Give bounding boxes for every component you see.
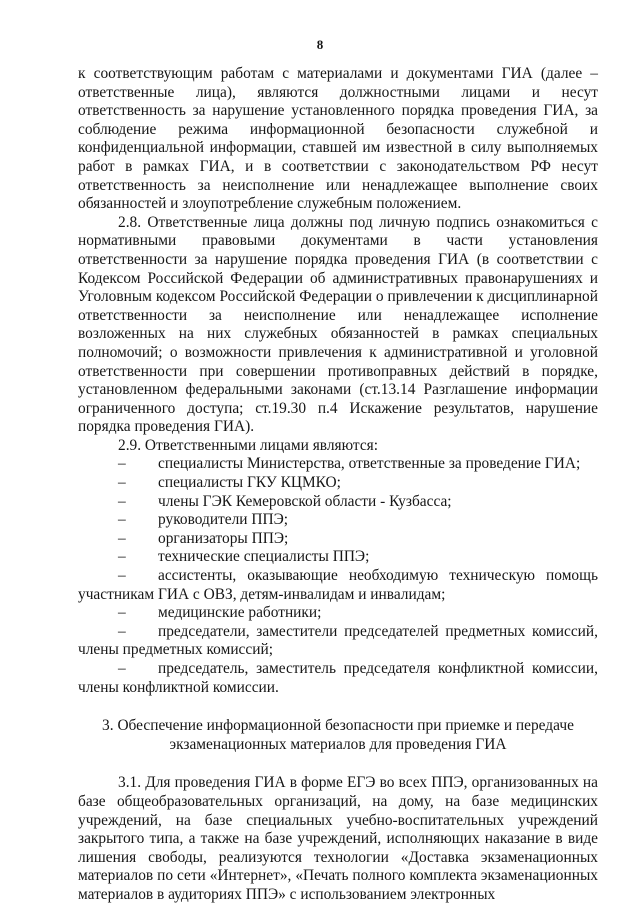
section-heading-line-2: экзаменационных материалов для проведения ГИА [169,735,507,753]
list-item: – медицинские работники; [78,604,598,623]
list-dash: – [118,660,126,677]
list-dash: – [118,548,126,566]
paragraph-continuation: к соответствующим работам с материалами и документами ГИА (далее – ответственные лица), являются должностными лицами и несут ответственность за нарушение установленного порядка проведения ГИА, за соблюдение режима информационной безопасности служебной и конфиденциальной информации, ставшей им известной в силу выполняемых работ в рамках ГИА, и в соответствии с законодательством РФ несут ответственность за неисполнение или ненадлежащее выполнение своих обязанностей и злоупотребление служебным положением. [78,65,598,213]
document-body [78,65,598,905]
list-item: – руководители ППЭ; [78,511,598,530]
list-dash: – [118,492,126,510]
list-item: – организаторы ППЭ; [78,530,598,549]
paragraph-2-9: 2.9. Ответственными лицами являются: [118,436,379,454]
section-heading [78,717,598,754]
list-item: – специалисты ГКУ КЦМКО; [78,474,598,493]
list-dash: – [118,622,126,640]
paragraph-2-8: 2.8. Ответственные лица должны под личную подпись ознакомиться с нормативными правовыми документами в части установления ответственности за нарушение порядка проведения ГИА (в соответствии с Кодексом Российской Федерации об административных правонарушениях и Уголовным кодексом Российской Федерации о привлечении к дисциплинарной ответственности за неисполнение или ненадлежащее исполнение возложенных на них служебных обязанностей в рамках специальных полномочий; о возможности привлечения к административной и уголовной ответственности при совершении противоправных действий в порядке, установленном федеральными законами (ст.13.14 Разглашение информации ограниченного доступа; ст.19.30 п.4 Искажение результатов, нарушение порядка проведения ГИА). [78,213,598,436]
list-item: – ассистенты, оказывающие необходимую техническую помощь участникам ГИА с ОВЗ, детям-инвалидам и инвалидам; [78,567,598,603]
list-dash: – [118,455,126,473]
list-dash: – [118,474,126,492]
list-dash: – [118,511,126,529]
list-item: – специалисты Министерства, ответственные за проведение ГИА; [78,455,598,474]
section-heading-line-1: 3. Обеспечение информационной безопасности при приемке и передаче [102,717,574,735]
list-item: – председатель, заместитель председателя конфликтной комиссии, члены конфликтной комиссии. [78,660,598,696]
paragraph-3-1: 3.1. Для проведения ГИА в форме ЕГЭ во всех ППЭ, организованных на базе общеобразовательных организаций, на дому, на базе медицинских учреждений, на базе специальных учебно-воспитательных учреждений закрытого типа, а также на базе учреждений, исполняющих наказание в виде лишения свободы, реализуются технологии «Доставка экзаменационных материалов по сети «Интернет», «Печать полного комплекта экзаменационных материалов в аудиториях ППЭ» с использованием электронных [78,774,598,903]
list-item: – члены ГЭК Кемеровской области - Кузбасса; [78,493,598,512]
list-dash: – [118,567,126,585]
list-dash: – [118,529,126,547]
list-item: – председатели, заместители председателей предметных комиссий, члены предметных комиссий; [78,622,598,659]
list-dash: – [118,604,126,622]
page-number: 8 [316,37,324,52]
list-item: – технические специалисты ППЭ; [78,548,598,567]
